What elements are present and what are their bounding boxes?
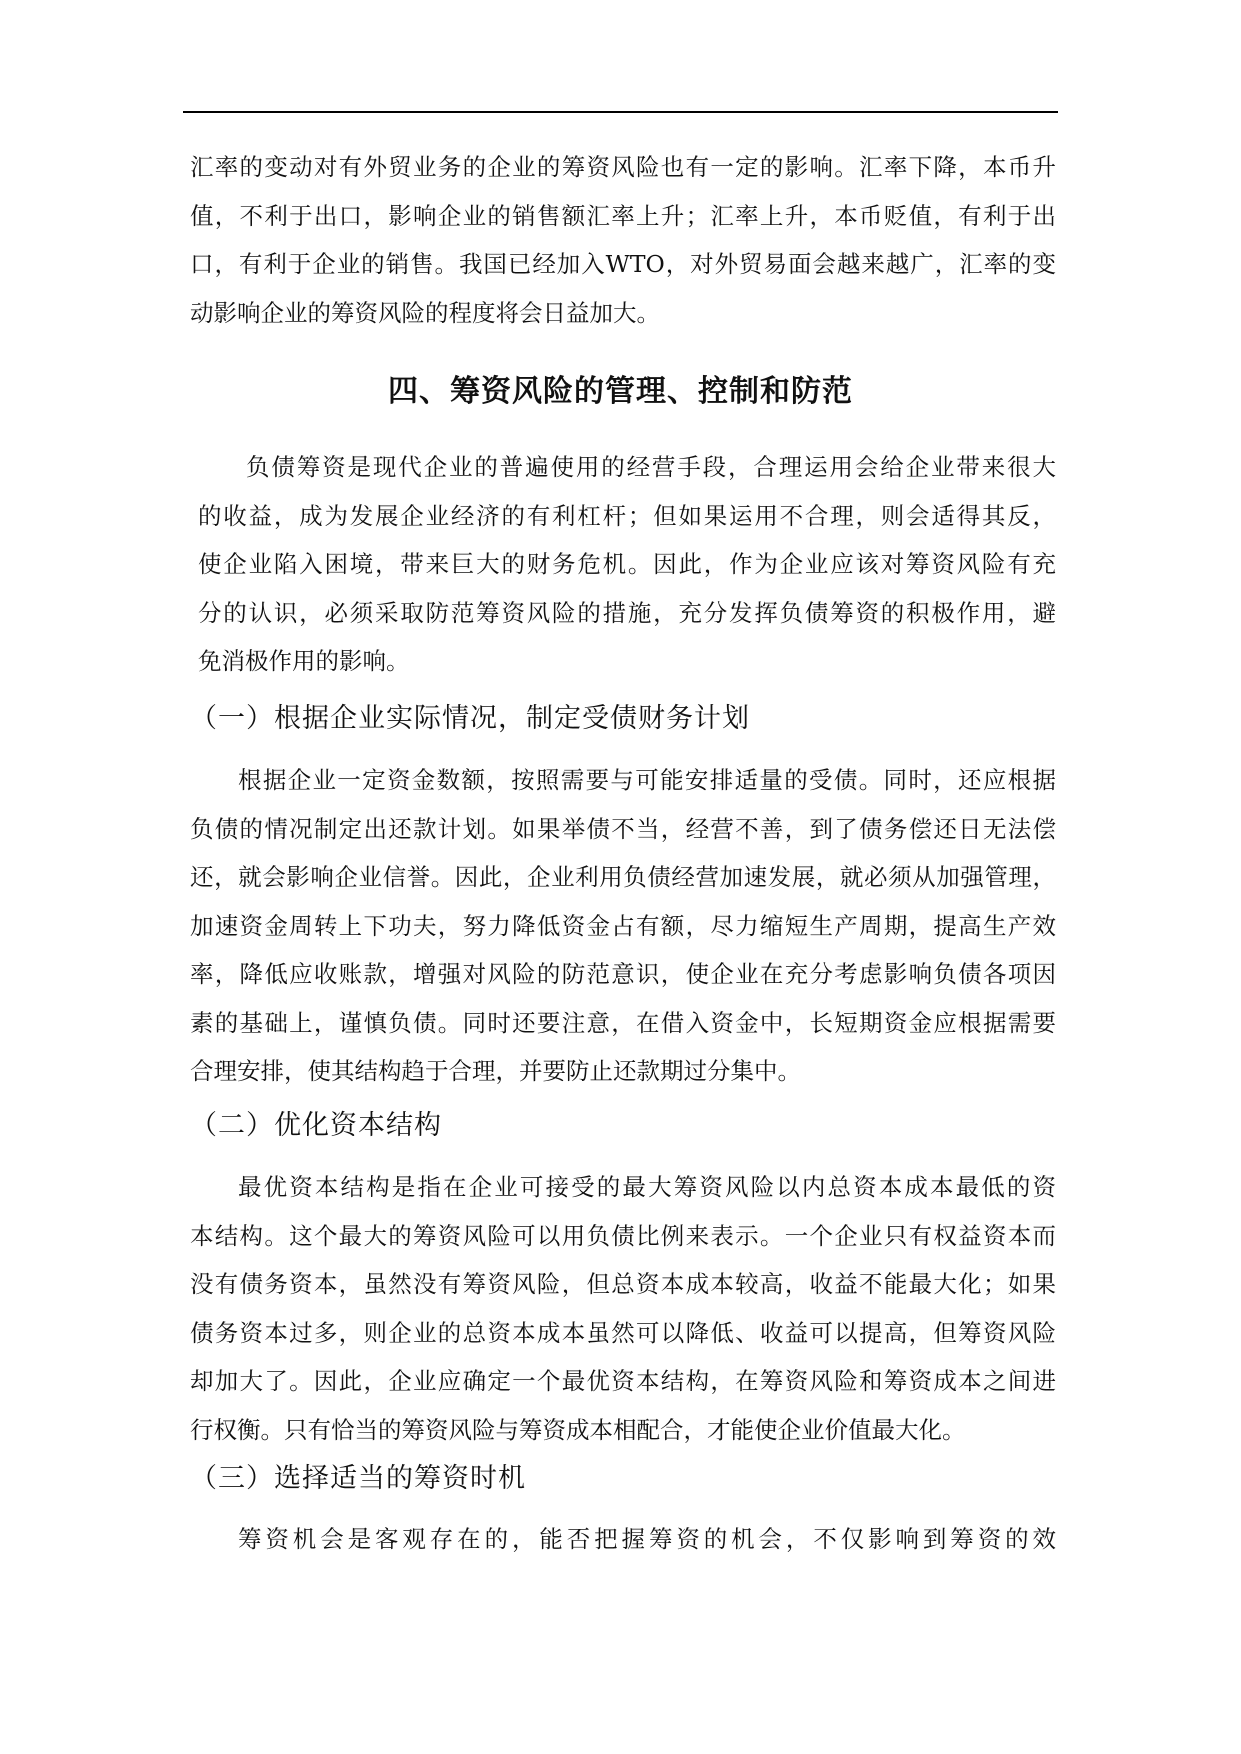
paragraph-line: 合理安排，使其结构趋于合理，并要防止还款期过分集中。 bbox=[190, 1057, 801, 1085]
paragraph-line: 筹资机会是客观存在的，能否把握筹资的机会，不仅影响到筹资的效 bbox=[238, 1525, 1056, 1553]
subheading-financing-timing: （三）选择适当的筹资时机 bbox=[190, 1463, 526, 1494]
paragraph-line: 口，有利于企业的销售。我国已经加入WTO，对外贸易面会越来越广，汇率的变 bbox=[190, 250, 1056, 278]
paragraph-line: 使企业陷入困境，带来巨大的财务危机。因此，作为企业应该对筹资风险有充 bbox=[198, 550, 1056, 578]
paragraph-line: 还，就会影响企业信誉。因此，企业利用负债经营加速发展，就必须从加强管理， bbox=[190, 863, 1056, 891]
paragraph-debt-plan bbox=[190, 756, 1056, 1096]
paragraph-line: 动影响企业的筹资风险的程度将会日益加大。 bbox=[190, 298, 660, 327]
paragraph-line: 的收益，成为发展企业经济的有利杠杆；但如果运用不合理，则会适得其反， bbox=[198, 501, 1056, 530]
paragraph-line: 分的认识，必须采取防范筹资风险的措施，充分发挥负债筹资的积极作用，避 bbox=[198, 598, 1056, 627]
paragraph-line: 素的基础上，谨慎负债。同时还要注意，在借入资金中，长短期资金应根据需要 bbox=[190, 1008, 1056, 1037]
paragraph-line: 免消极作用的影响。 bbox=[198, 647, 410, 675]
section-title: 四、筹资风险的管理、控制和防范 bbox=[388, 374, 853, 409]
header-rule bbox=[183, 111, 1058, 113]
paragraph-line: 率，降低应收账款，增强对风险的防范意识，使企业在充分考虑影响负债各项因 bbox=[190, 960, 1056, 988]
paragraph-line: 债务资本过多，则企业的总资本成本虽然可以降低、收益可以提高，但筹资风险 bbox=[190, 1318, 1056, 1347]
paragraph-line: 值，不利于出口，影响企业的销售额汇率上升；汇率上升，本币贬值，有利于出 bbox=[190, 201, 1056, 230]
paragraph-line: 负债的情况制定出还款计划。如果举债不当，经营不善，到了债务偿还日无法偿 bbox=[190, 814, 1056, 843]
paragraph-line: 没有债务资本，虽然没有筹资风险，但总资本成本较高，收益不能最大化；如果 bbox=[190, 1270, 1056, 1298]
subheading-capital-structure: （二）优化资本结构 bbox=[190, 1110, 442, 1141]
paragraph-line: 根据企业一定资金数额，按照需要与可能安排适量的受债。同时，还应根据 bbox=[238, 766, 1056, 794]
subheading-debt-plan: （一）根据企业实际情况，制定受债财务计划 bbox=[190, 703, 750, 734]
paragraph-line: 汇率的变动对有外贸业务的企业的筹资风险也有一定的影响。汇率下降，本币升 bbox=[190, 153, 1056, 181]
paragraph-line: 加速资金周转上下功夫，努力降低资金占有额，尽力缩短生产周期，提高生产效 bbox=[190, 911, 1056, 940]
paragraph-capital-structure bbox=[190, 1163, 1056, 1454]
paragraph-line: 负债筹资是现代企业的普遍使用的经营手段，合理运用会给企业带来很大 bbox=[246, 453, 1056, 481]
paragraph-debt-financing bbox=[198, 443, 1056, 686]
paragraph-line: 行权衡。只有恰当的筹资风险与筹资成本相配合，才能使企业价值最大化。 bbox=[190, 1415, 966, 1444]
paragraph-financing-timing bbox=[190, 1515, 1056, 1564]
paragraph-line: 最优资本结构是指在企业可接受的最大筹资风险以内总资本成本最低的资 bbox=[238, 1173, 1056, 1201]
paragraph-line: 本结构。这个最大的筹资风险可以用负债比例来表示。一个企业只有权益资本而 bbox=[190, 1221, 1056, 1250]
paragraph-exchange-rate bbox=[190, 143, 1056, 337]
paragraph-line: 却加大了。因此，企业应确定一个最优资本结构，在筹资风险和筹资成本之间进 bbox=[190, 1367, 1056, 1395]
